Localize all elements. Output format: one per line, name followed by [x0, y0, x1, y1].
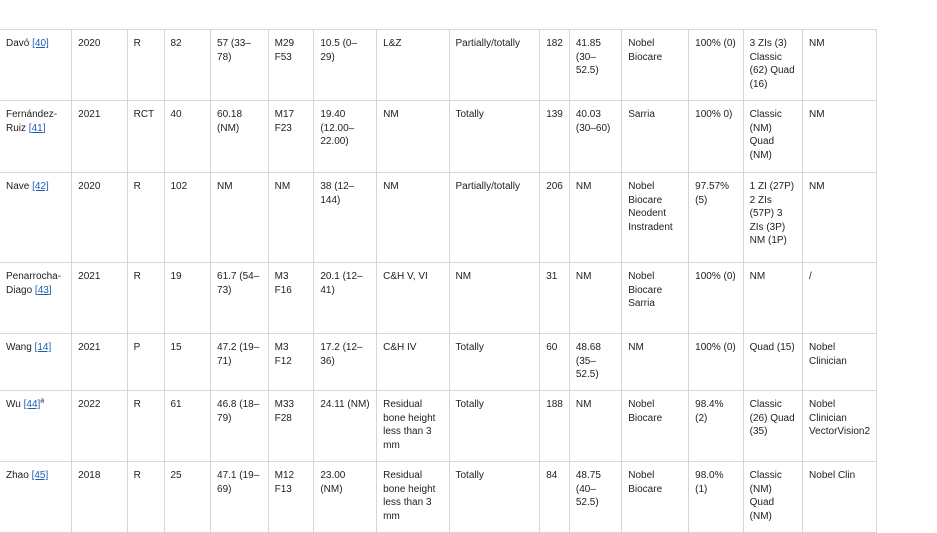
sample-size-cell: 102 [164, 173, 211, 263]
table-row [0, 334, 937, 391]
reference-link[interactable]: [41] [28, 122, 46, 134]
year-cell: 2022 [72, 391, 127, 462]
survival-rate-cell: 98.0% (1) [689, 462, 744, 533]
classification-cell: Residual bone height less than 3 mm [377, 462, 449, 533]
brand-cell: Nobel Biocare [622, 30, 689, 101]
year-cell: 2018 [72, 462, 127, 533]
age-cell: 47.1 (19–69) [211, 462, 269, 533]
year-cell: 2021 [72, 263, 127, 334]
survival-rate-cell: 100% 0) [689, 101, 744, 173]
edentulism-cell: Totally [449, 391, 540, 462]
followup-cell: 38 (12–144) [314, 173, 377, 263]
year-cell: 2020 [72, 30, 127, 101]
table-row [0, 101, 937, 173]
sex-cell: M29 F53 [268, 30, 314, 101]
implant-length-cell: NM [569, 173, 621, 263]
author-name: Davó [6, 38, 30, 49]
sample-size-cell: 82 [164, 30, 211, 101]
implants-cell: 31 [540, 263, 570, 334]
software-cell: NM [803, 101, 877, 173]
implant-length-cell: 40.03 (30–60) [569, 101, 621, 173]
classification-cell: Residual bone height less than 3 mm [377, 391, 449, 462]
protocol-cell: 3 ZIs (3) Classic (62) Quad (16) [743, 30, 802, 101]
implant-length-cell: NM [569, 263, 621, 334]
reference-link[interactable]: [14] [34, 342, 52, 353]
edentulism-cell: Totally [449, 334, 540, 391]
followup-cell: 17.2 (12–36) [314, 334, 377, 391]
sex-cell: M3 F16 [268, 263, 314, 334]
study-cell [0, 173, 72, 263]
study-cell [0, 334, 72, 391]
implants-cell: 206 [540, 173, 570, 263]
table-row [0, 30, 937, 101]
table-row [0, 173, 937, 263]
year-cell: 2021 [72, 101, 127, 173]
design-cell: R [127, 173, 164, 263]
sex-cell: M3 F12 [268, 334, 314, 391]
protocol-cell: Classic (26) Quad (35) [743, 391, 802, 462]
protocol-cell: NM [743, 263, 802, 334]
age-cell: 61.7 (54–73) [211, 263, 269, 334]
sex-cell: M17 F23 [268, 101, 314, 173]
classification-cell: L&Z [377, 30, 449, 101]
implants-cell: 60 [540, 334, 570, 391]
design-cell: R [127, 263, 164, 334]
implants-cell: 188 [540, 391, 570, 462]
age-cell: 57 (33–78) [211, 30, 269, 101]
software-cell: NM [803, 30, 877, 101]
study-cell [0, 30, 72, 101]
brand-cell: Nobel Biocare Neodent Instradent [622, 173, 689, 263]
classification-cell: NM [377, 173, 449, 263]
software-cell: / [803, 263, 877, 334]
classification-cell: C&H IV [377, 334, 449, 391]
edentulism-cell: Partially/totally [449, 30, 540, 101]
reference-link[interactable]: [43] [34, 284, 52, 296]
implant-length-cell: 48.68 (35–52.5) [569, 334, 621, 391]
author-name: Wang [6, 342, 32, 353]
reference-link[interactable]: [44] [23, 399, 41, 410]
survival-rate-cell: 97.57% (5) [689, 173, 744, 263]
survival-rate-cell: 98.4% (2) [689, 391, 744, 462]
implant-length-cell: 48.75 (40–52.5) [569, 462, 621, 533]
protocol-cell: Quad (15) [743, 334, 802, 391]
edentulism-cell: NM [449, 263, 540, 334]
protocol-cell: 1 ZI (27P) 2 ZIs (57P) 3 ZIs (3P) NM (1P) [743, 173, 802, 263]
reference-link[interactable]: [40] [32, 38, 49, 49]
year-cell: 2021 [72, 334, 127, 391]
edentulism-cell: Partially/totally [449, 173, 540, 263]
followup-cell: 23.00 (NM) [314, 462, 377, 533]
study-cell [0, 391, 72, 462]
brand-cell: NM [622, 334, 689, 391]
brand-cell: Nobel Biocare [622, 462, 689, 533]
implants-cell: 182 [540, 30, 570, 101]
protocol-cell: Classic (NM) Quad (NM) [743, 101, 802, 173]
sample-size-cell: 25 [164, 462, 211, 533]
brand-cell: Sarria [622, 101, 689, 173]
footnote-marker: a [40, 397, 45, 405]
implant-length-cell: NM [569, 391, 621, 462]
reference-link[interactable]: [42] [32, 181, 49, 192]
sample-size-cell: 61 [164, 391, 211, 462]
sex-cell: M12 F13 [268, 462, 314, 533]
survival-rate-cell: 100% (0) [689, 30, 744, 101]
followup-cell: 24.11 (NM) [314, 391, 377, 462]
age-cell: 46.8 (18–79) [211, 391, 269, 462]
sex-cell: M33 F28 [268, 391, 314, 462]
author-name: Nave [6, 181, 30, 192]
followup-cell: 20.1 (12–41) [314, 263, 377, 334]
software-cell: Nobel Clin [803, 462, 877, 533]
reference-link[interactable]: [45] [31, 470, 49, 481]
table-row [0, 462, 937, 533]
brand-cell: Nobel Biocare [622, 391, 689, 462]
implant-length-cell: 41.85 (30–52.5) [569, 30, 621, 101]
studies-table [0, 29, 937, 533]
study-cell [0, 462, 72, 533]
author-name: Zhao [6, 470, 29, 481]
followup-cell: 19.40 (12.00–22.00) [314, 101, 377, 173]
followup-cell: 10.5 (0–29) [314, 30, 377, 101]
protocol-cell: Classic (NM) Quad (NM) [743, 462, 802, 533]
edentulism-cell: Totally [449, 462, 540, 533]
implants-cell: 84 [540, 462, 570, 533]
table-row [0, 263, 937, 334]
software-cell: Nobel Clinician [803, 334, 877, 391]
study-cell [0, 101, 72, 173]
sample-size-cell: 19 [164, 263, 211, 334]
brand-cell: Nobel Biocare Sarria [622, 263, 689, 334]
survival-rate-cell: 100% (0) [689, 334, 744, 391]
table-row [0, 391, 937, 462]
author-name: Wu [6, 399, 21, 410]
design-cell: R [127, 462, 164, 533]
design-cell: R [127, 30, 164, 101]
year-cell: 2020 [72, 173, 127, 263]
survival-rate-cell: 100% (0) [689, 263, 744, 334]
classification-cell: C&H V, VI [377, 263, 449, 334]
implants-cell: 139 [540, 101, 570, 173]
author-name: Penarrocha-Diago [6, 271, 62, 296]
classification-cell: NM [377, 101, 449, 173]
design-cell: RCT [127, 101, 164, 173]
software-cell: Nobel Clinician VectorVision2 [803, 391, 877, 462]
design-cell: R [127, 391, 164, 462]
age-cell: NM [211, 173, 269, 263]
design-cell: P [127, 334, 164, 391]
software-cell: NM [803, 173, 877, 263]
study-cell [0, 263, 72, 334]
author-name: Fernández-Ruiz [6, 109, 58, 134]
edentulism-cell: Totally [449, 101, 540, 173]
sex-cell: NM [268, 173, 314, 263]
sample-size-cell: 15 [164, 334, 211, 391]
sample-size-cell: 40 [164, 101, 211, 173]
age-cell: 60.18 (NM) [211, 101, 269, 173]
age-cell: 47.2 (19–71) [211, 334, 269, 391]
